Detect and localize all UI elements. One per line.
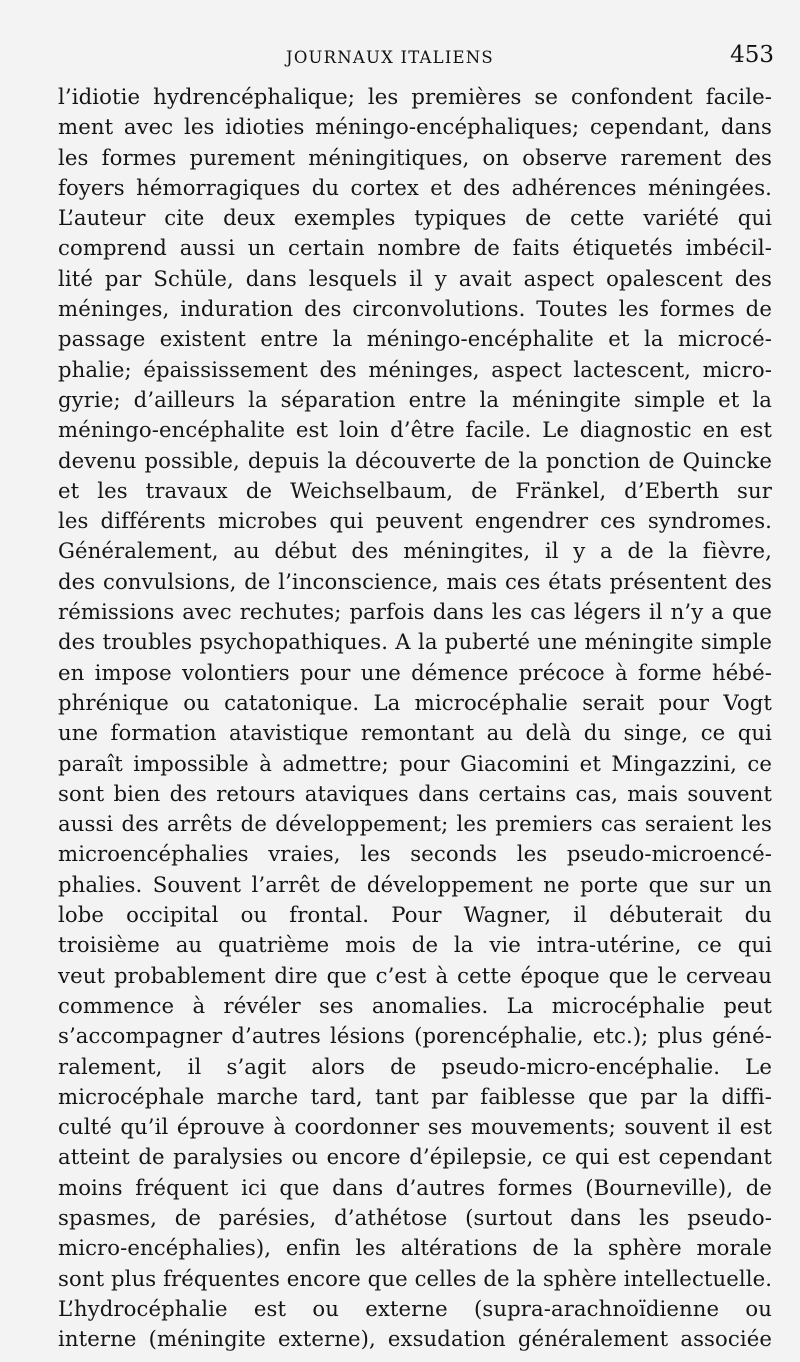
text-line: microcéphale marche tard, tant par faiblesse que par la diffi- — [58, 1083, 772, 1109]
text-line: L’hydrocéphalie est ou externe (supra-arachnoïdienne ou — [58, 1295, 772, 1321]
text-line: ment avec les idioties méningo-encéphaliques; cependant, dans — [58, 114, 772, 140]
text-line: les différents microbes qui peuvent engendrer ces syndromes. — [58, 508, 772, 534]
text-line: sont bien des retours ataviques dans certains cas, mais souvent — [58, 780, 772, 806]
text-line: méningo-encéphalite est loin d’être facile. Le diagnostic en est — [58, 417, 772, 443]
text-line: phrénique ou catatonique. La microcéphalie serait pour Vogt — [58, 689, 772, 715]
text-line: rémissions avec rechutes; parfois dans les cas légers il n’y a que — [58, 599, 772, 625]
text-line: et les travaux de Weichselbaum, de Fränkel, d’Eberth sur — [58, 477, 772, 503]
text-line: une formation atavistique remontant au delà du singe, ce qui — [58, 720, 772, 746]
text-line: sont plus fréquentes encore que celles de la sphère intellectuelle. — [58, 1265, 773, 1291]
text-line: atteint de paralysies ou encore d’épilepsie, ce qui est cependant — [58, 1144, 772, 1170]
text-line: foyers hémorragiques du cortex et des adhérences méningées. — [58, 174, 772, 200]
running-head: JOURNAUX ITALIENS — [286, 48, 494, 67]
text-line: lité par Schüle, dans lesquels il y avait aspect opalescent des — [58, 265, 772, 291]
text-line: microencéphalies vraies, les seconds les pseudo-microencé- — [58, 841, 772, 867]
text-line: passage existent entre la méningo-encéphalite et la microcé- — [58, 326, 772, 352]
text-line: ralement, il s’agit alors de pseudo-micro-encéphalie. Le — [58, 1053, 772, 1079]
text-line: Généralement, au début des méningites, il y a de la fièvre, — [58, 538, 772, 564]
text-line: s’accompagner d’autres lésions (porencéphalie, etc.); plus géné- — [58, 1023, 772, 1049]
text-line: moins fréquent ici que dans d’autres formes (Bourneville), de — [58, 1174, 772, 1200]
text-line: phalie; épaississement des méninges, aspect lactescent, micro- — [58, 356, 772, 382]
text-line: phalies. Souvent l’arrêt de développement ne porte que sur un — [58, 871, 772, 897]
page-header — [0, 40, 800, 76]
text-line: des troubles psychopathiques. A la puberté une méningite simple — [58, 629, 772, 655]
text-line: des convulsions, de l’inconscience, mais ces états présentent des — [58, 568, 772, 594]
text-line: spasmes, de parésies, d’athétose (surtout dans les pseudo- — [58, 1204, 772, 1230]
text-line: en impose volontiers pour une démence précoce à forme hébé- — [58, 659, 772, 685]
text-line: veut probablement dire que c’est à cette époque que le cerveau — [58, 962, 772, 988]
text-line: commence à révéler ses anomalies. La microcéphalie peut — [58, 992, 772, 1018]
text-line: comprend aussi un certain nombre de faits étiquetés imbécil- — [58, 235, 772, 261]
text-line: lobe occipital ou frontal. Pour Wagner, il débuterait du — [58, 902, 772, 928]
text-line: aussi des arrêts de développement; les premiers cas seraient les — [58, 811, 772, 837]
text-line: troisième au quatrième mois de la vie intra-utérine, ce qui — [58, 932, 772, 958]
text-line: devenu possible, depuis la découverte de la ponction de Quincke — [58, 447, 772, 473]
page-number: 453 — [730, 42, 774, 68]
text-line: paraît impossible à admettre; pour Giacomini et Mingazzini, ce — [58, 750, 772, 776]
text-line: culté qu’il éprouve à coordonner ses mouvements; souvent il est — [58, 1114, 772, 1140]
text-line: l’idiotie hydrencéphalique; les premières se confondent facile- — [58, 84, 772, 109]
text-line: micro-encéphalies), enfin les altérations de la sphère morale — [58, 1235, 772, 1261]
text-line: les formes purement méningitiques, on observe rarement des — [58, 144, 772, 170]
body-text — [58, 82, 772, 1354]
text-line: interne (méningite externe), exsudation généralement associée — [58, 1326, 772, 1352]
text-line: L’auteur cite deux exemples typiques de cette variété qui — [58, 205, 772, 231]
text-line: méninges, induration des circonvolutions. Toutes les formes de — [58, 296, 772, 322]
text-line: gyrie; d’ailleurs la séparation entre la méningite simple et la — [58, 386, 772, 412]
